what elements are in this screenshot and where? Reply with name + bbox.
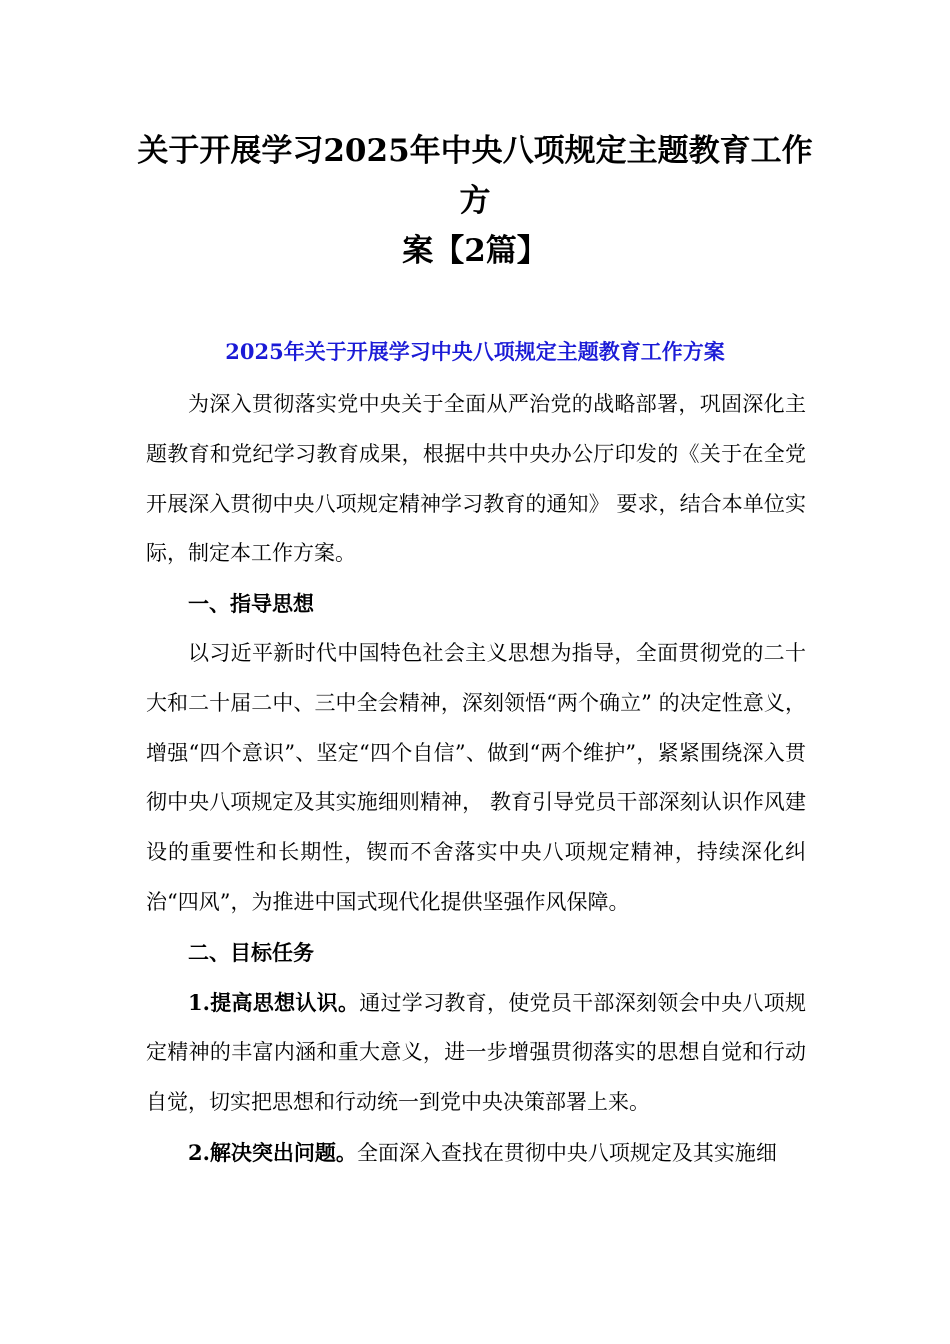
heading-objectives: 二、目标任务	[188, 939, 314, 965]
document-title	[130, 126, 820, 276]
document-title-line-2: 案【2篇】	[402, 233, 548, 269]
objective-item-1-lead: 1.提高思想认识。	[188, 989, 360, 1015]
objective-item-2-lead: 2.解决突出问题。	[188, 1139, 357, 1165]
objective-item-1-text: 通过学习教育，使党员干部深刻领会中央八项规定精神的丰富内涵和重大意义，进一步增强贯彻落实的思想自觉和行动自觉，切实把思想和行动统一到党中央决策部署上来。	[146, 990, 806, 1115]
guiding-ideology-paragraph: 以习近平新时代中国特色社会主义思想为指导，全面贯彻党的二十大和二十届二中、三中全会精神，深刻领悟“两个确立” 的决定性意义，增强“四个意识”、坚定“四个自信”、做到“两个维护”，紧紧围绕深入贯彻中央八项规定及其实施细则精神， 教育引导党员干部深刻认识作风建设的重要性和长期性，锲而不舍落实中央八项规定精神，持续深化纠治“四风”，为推进中国式现代化提供坚强作风保障。	[146, 640, 806, 914]
objective-item-2-text: 全面深入查找在贯彻中央八项规定及其实施细	[356, 1140, 777, 1165]
objective-item-1	[146, 978, 806, 1128]
document-title-line-1: 关于开展学习2025年中央八项规定主题教育工作方	[137, 133, 813, 219]
intro-paragraph: 为深入贯彻落实党中央关于全面从严治党的战略部署，巩固深化主题教育和党纪学习教育成果，根据中共中央办公厅印发的《关于在全党开展深入贯彻中央八项规定精神学习教育的通知》 要求，结合本单位实际，制定本工作方案。	[146, 392, 806, 566]
section-title: 2025年关于开展学习中央八项规定主题教育工作方案	[225, 339, 725, 364]
document-body	[146, 380, 806, 1179]
heading-guiding-ideology: 一、指导思想	[188, 591, 314, 617]
objective-item-2	[146, 1128, 806, 1179]
